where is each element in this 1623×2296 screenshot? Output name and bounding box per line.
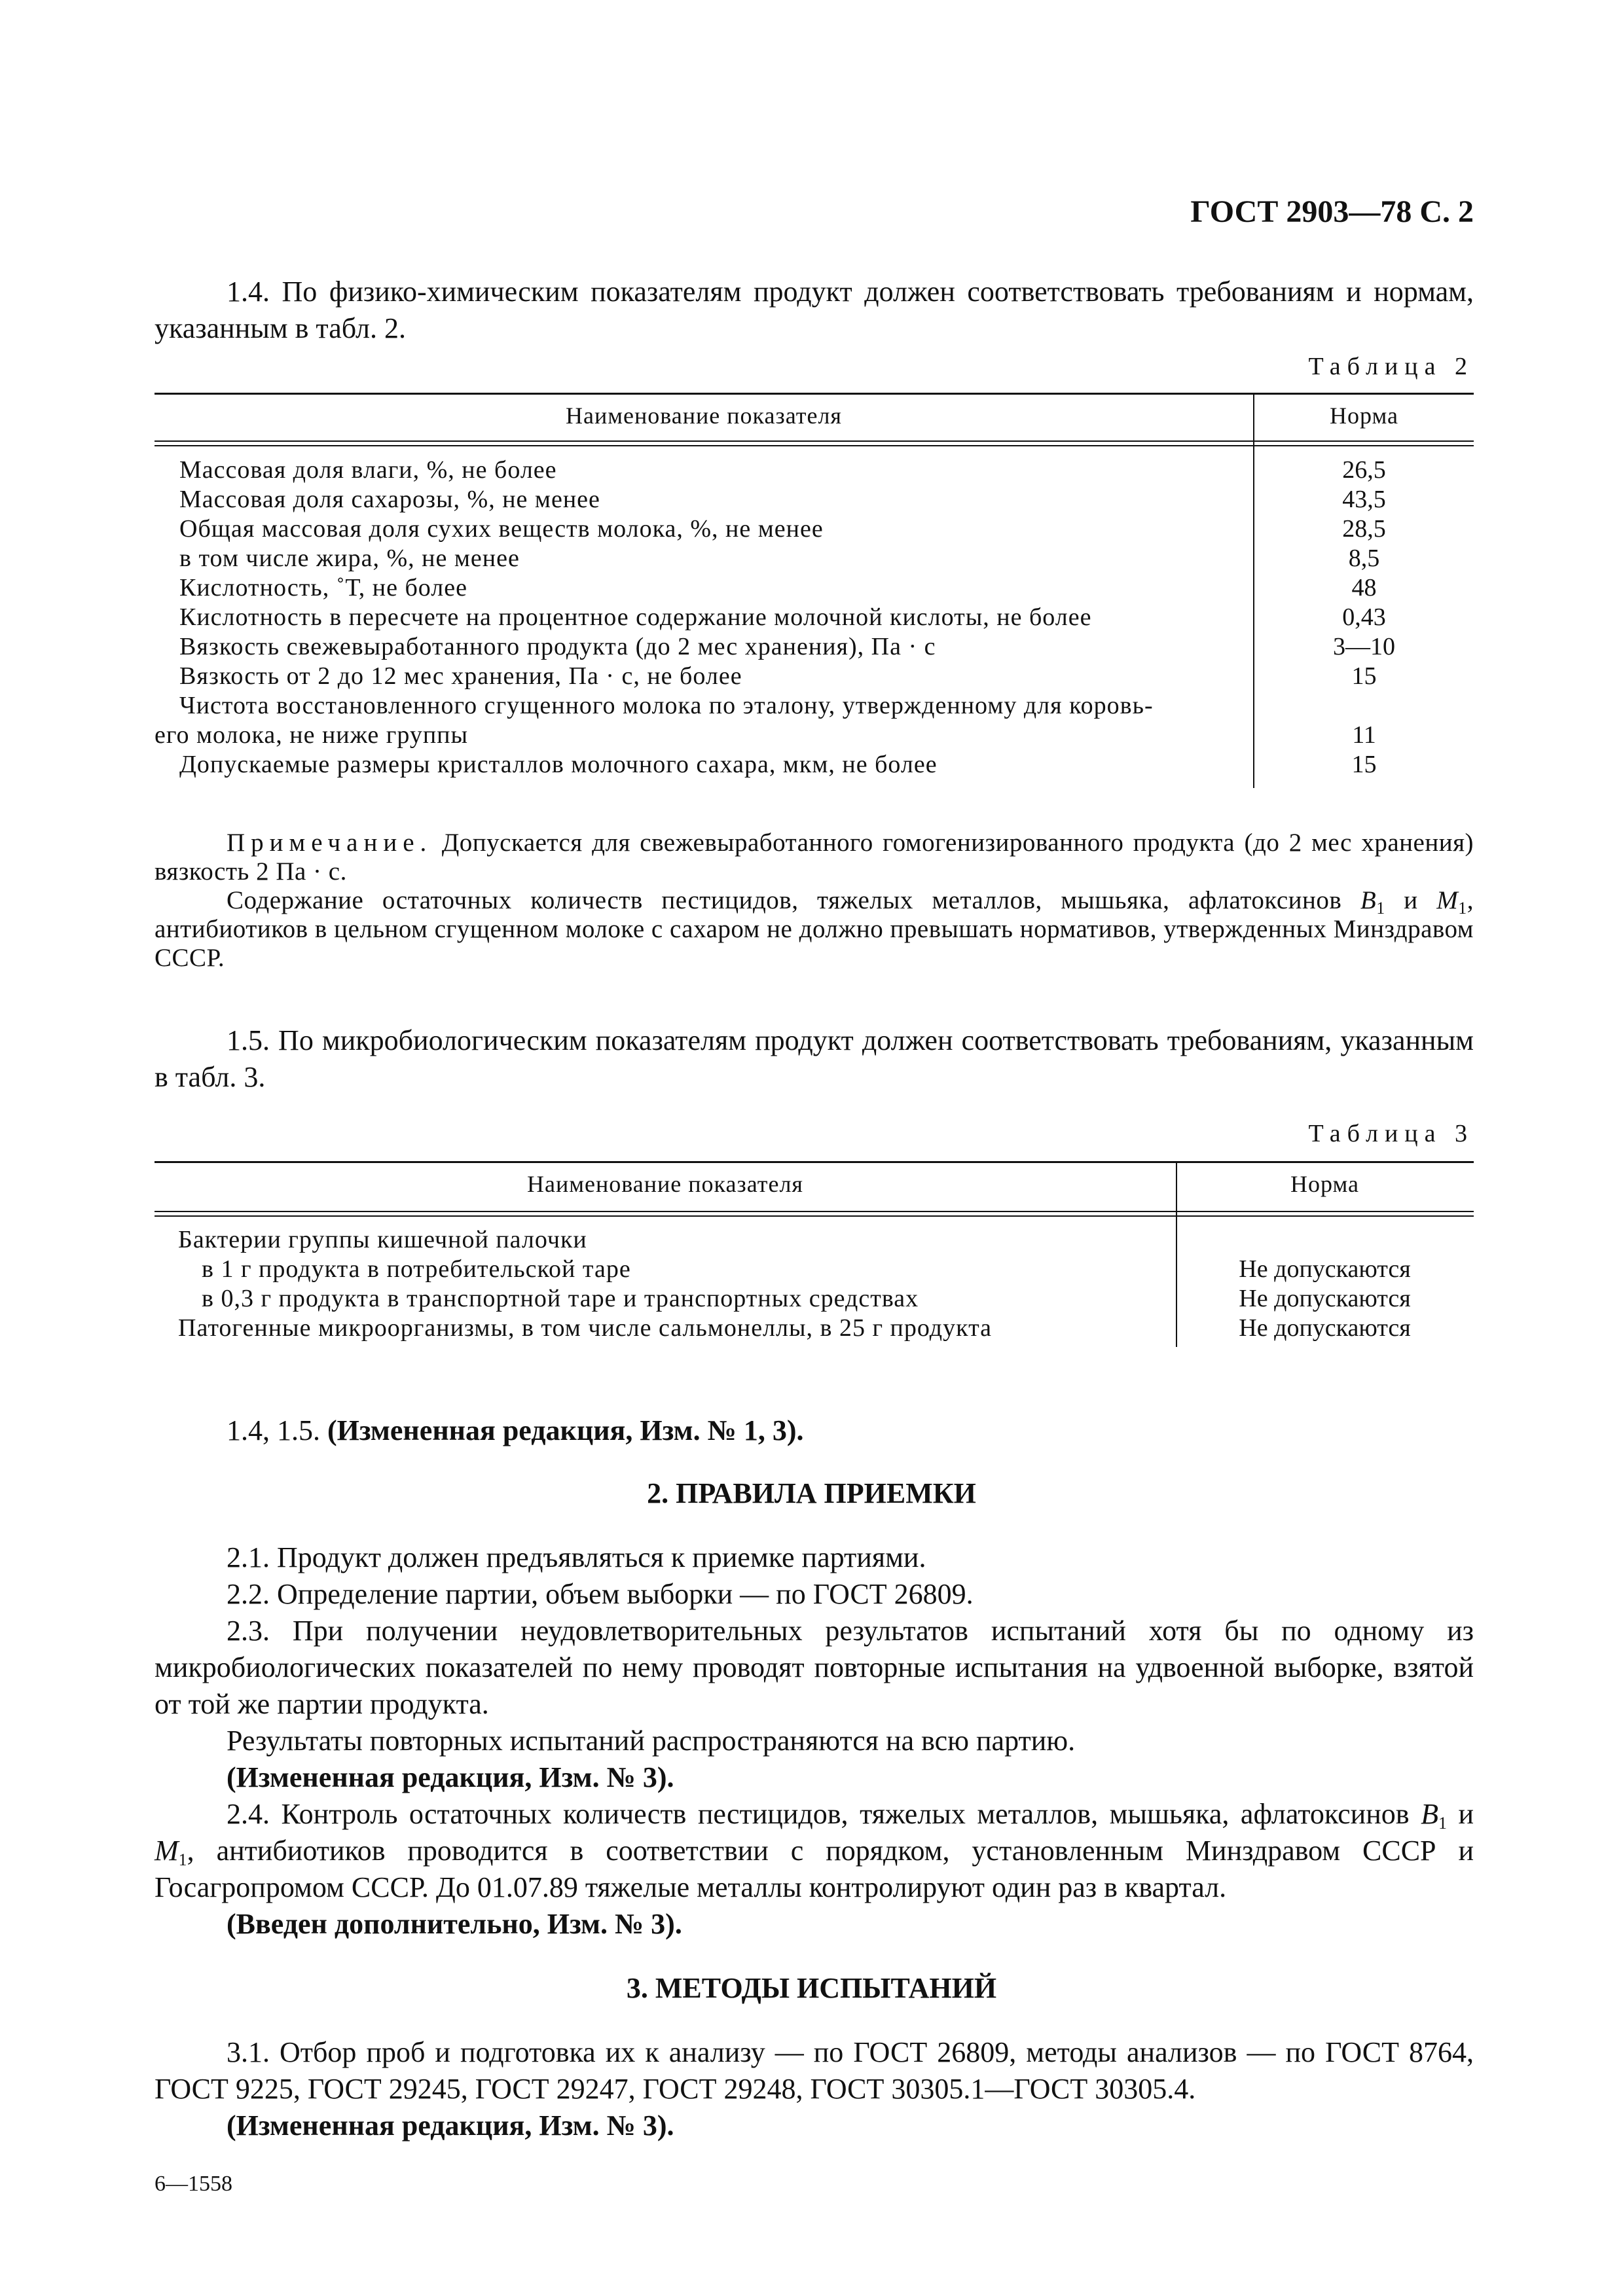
amendment-2-3 (155, 1759, 1474, 1796)
table-3-row-value: Не допускаются (1239, 1314, 1411, 1342)
table-3-header-rule-double (155, 1215, 1474, 1217)
paragraph-1-5 (155, 1022, 1474, 1096)
table-3-row-name: Бактерии группы кишечной палочки (178, 1226, 587, 1253)
note-sub-1b: 1 (1458, 899, 1467, 918)
amendment-2-3-text: (Измененная редакция, Изм. № 3). (227, 1761, 674, 1793)
paragraph-1-4 (155, 274, 1474, 347)
table-3-caption: Таблица 3 (1308, 1120, 1474, 1147)
paragraph-2-1 (155, 1539, 1474, 1576)
table-2-header-rule-double (155, 445, 1474, 446)
table-2-caption: Таблица 2 (1308, 353, 1474, 380)
table-2-top-rule (155, 393, 1474, 395)
paragraph-2-4-b1: B (1421, 1798, 1438, 1830)
paragraph-2-4-text-a: 2.4. Контроль остаточных количеств пестицидов, тяжелых металлов, мышьяка, афлатоксинов (227, 1798, 1410, 1830)
amendment-3-1 (155, 2108, 1474, 2144)
table-2-row-value: 0,43 (1342, 603, 1386, 631)
table-2-note-residues (155, 886, 1474, 973)
paragraph-2-4 (155, 1796, 1474, 1906)
table-3-top-rule (155, 1161, 1474, 1163)
table-3 (155, 1161, 1474, 1347)
amendment-3-1-text: (Измененная редакция, Изм. № 3). (227, 2109, 674, 2142)
table-2 (155, 393, 1474, 788)
table-2-row-value: 26,5 (1342, 456, 1386, 484)
table-2-header-name: Наименование показателя (566, 403, 842, 429)
note-sub-1: 1 (1376, 899, 1385, 918)
table-2-row-value: 3—10 (1333, 633, 1395, 660)
paragraph-2-4-sub-1b: 1 (178, 1850, 187, 1869)
paragraph-2-3 (155, 1613, 1474, 1723)
table-2-row-value: 11 (1352, 721, 1376, 749)
table-3-header-rule (155, 1211, 1474, 1212)
table-3-header-value: Норма (1290, 1171, 1359, 1197)
table-3-row-name: Патогенные микроорганизмы, в том числе сальмонеллы, в 25 г продукта (178, 1314, 993, 1342)
table-2-row-name: его молока, не ниже группы (155, 721, 469, 749)
paragraph-2-4-and: и (1458, 1798, 1474, 1830)
amendment-1-4-1-5 (155, 1412, 1474, 1449)
table-2-row-name: Массовая доля влаги, %, не более (179, 456, 557, 484)
table-2-row-value: 43,5 (1342, 486, 1386, 513)
paragraph-2-3-results-text: Результаты повторных испытаний распространяются на всю партию. (227, 1725, 1076, 1757)
table-2-row-value: 15 (1351, 662, 1377, 690)
paragraph-2-3-text: 2.3. При получении неудовлетворительных результатов испытаний хотя бы по одному из микробиологических показателей по нему проводят повторные испытания на удвоенной выборке, взятой от той же партии продукта. (155, 1615, 1474, 1720)
table-2-header-rule (155, 440, 1474, 442)
table-2-row-name: Кислотность в пересчете на процентное содержание молочной кислоты, не более (179, 603, 1092, 631)
table-2-row-value: 48 (1351, 574, 1377, 601)
paragraph-2-4-text-b: , антибиотиков проводится в соответствии с порядком, установленным Минздравом СССР и Госагропромом СССР. До 01.07.89 тяжелые металлы контролируют один раз в квартал. (155, 1835, 1474, 1903)
table-3-row-value: Не допускаются (1239, 1285, 1411, 1312)
note-text-2a: Содержание остаточных количеств пестицидов, тяжелых металлов, мышьяка, афлатоксинов (227, 886, 1342, 914)
table-2-row-name: Вязкость свежевыработанного продукта (до 2 мес хранения), Па · с (179, 633, 936, 660)
table-2-note (155, 829, 1474, 886)
page-header-title: ГОСТ 2903—78 С. 2 (1190, 194, 1474, 229)
table-2-row-name: Массовая доля сахарозы, %, не менее (179, 486, 600, 513)
table-2-row-name: Чистота восстановленного сгущенного молока по эталону, утвержденному для коровь- (179, 692, 1154, 719)
table-2-row-value: 8,5 (1348, 545, 1380, 572)
paragraph-2-2 (155, 1576, 1474, 1613)
note-and: и (1404, 886, 1418, 914)
table-2-row-name: Вязкость от 2 до 12 мес хранения, Па · с, не более (179, 662, 742, 690)
table-2-row-value: 28,5 (1342, 515, 1386, 543)
amendment-prefix: 1.4, 1.5. (227, 1414, 320, 1446)
table-2-row-name: Кислотность, ˚Т, не более (179, 574, 467, 601)
paragraph-2-2-text: 2.2. Определение партии, объем выборки — по ГОСТ 26809. (227, 1578, 974, 1610)
note-label: Примечание. (227, 829, 433, 857)
section-3-title: 3. МЕТОДЫ ИСПЫТАНИЙ (626, 1972, 997, 2004)
table-3-row-name: в 1 г продукта в потребительской таре (202, 1255, 631, 1283)
paragraph-1-5-text: 1.5. По микробиологическим показателям продукт должен соответствовать требованиям, указанным в табл. 3. (155, 1024, 1474, 1093)
footer-code: 6—1558 (155, 2172, 232, 2196)
paragraph-3-1 (155, 2034, 1474, 2108)
table-2-row-value: 15 (1351, 751, 1377, 778)
section-2-title: 2. ПРАВИЛА ПРИЕМКИ (647, 1477, 976, 1509)
table-2-row-name: Допускаемые размеры кристаллов молочного сахара, мкм, не более (179, 751, 938, 778)
paragraph-2-3-results (155, 1723, 1474, 1759)
paragraph-3-1-text: 3.1. Отбор проб и подготовка их к анализу — по ГОСТ 26809, методы анализов — по ГОСТ 8764, ГОСТ 9225, ГОСТ 29245, ГОСТ 29247, ГОСТ 29248, ГОСТ 30305.1—ГОСТ 30305.4. (155, 2036, 1474, 2105)
amendment-2-4-text: (Введен дополнительно, Изм. № 3). (227, 1908, 682, 1940)
table-3-row-name: в 0,3 г продукта в транспортной таре и транспортных средствах (202, 1285, 919, 1312)
table-3-header-name: Наименование показателя (527, 1171, 803, 1197)
note-b1: B (1360, 886, 1377, 914)
amendment-2-4 (155, 1906, 1474, 1943)
table-2-header-value: Норма (1330, 403, 1398, 429)
note-text-2b: , антибиотиков в цельном сгущенном молоке с сахаром не должно превышать нормативов, утвержденных Минздравом СССР. (155, 886, 1474, 972)
table-2-row-name: в том числе жира, %, не менее (179, 545, 520, 572)
note-m1: M (1436, 886, 1459, 914)
table-3-row-value: Не допускаются (1239, 1255, 1411, 1283)
paragraph-2-4-m1: M (155, 1835, 179, 1867)
paragraph-2-4-sub-1: 1 (1438, 1814, 1447, 1833)
paragraph-2-1-text: 2.1. Продукт должен предъявляться к приемке партиями. (227, 1541, 926, 1573)
table-2-row-name: Общая массовая доля сухих веществ молока, %, не менее (179, 515, 824, 543)
amendment-text: (Измененная редакция, Изм. № 1, 3). (327, 1414, 804, 1446)
paragraph-1-4-text: 1.4. По физико-химическим показателям продукт должен соответствовать требованиям и нормам, указанным в табл. 2. (155, 276, 1474, 344)
note-text-1: Допускается для свежевыработанного гомогенизированного продукта (до 2 мес хранения) вязкость 2 Па · с. (155, 829, 1474, 886)
